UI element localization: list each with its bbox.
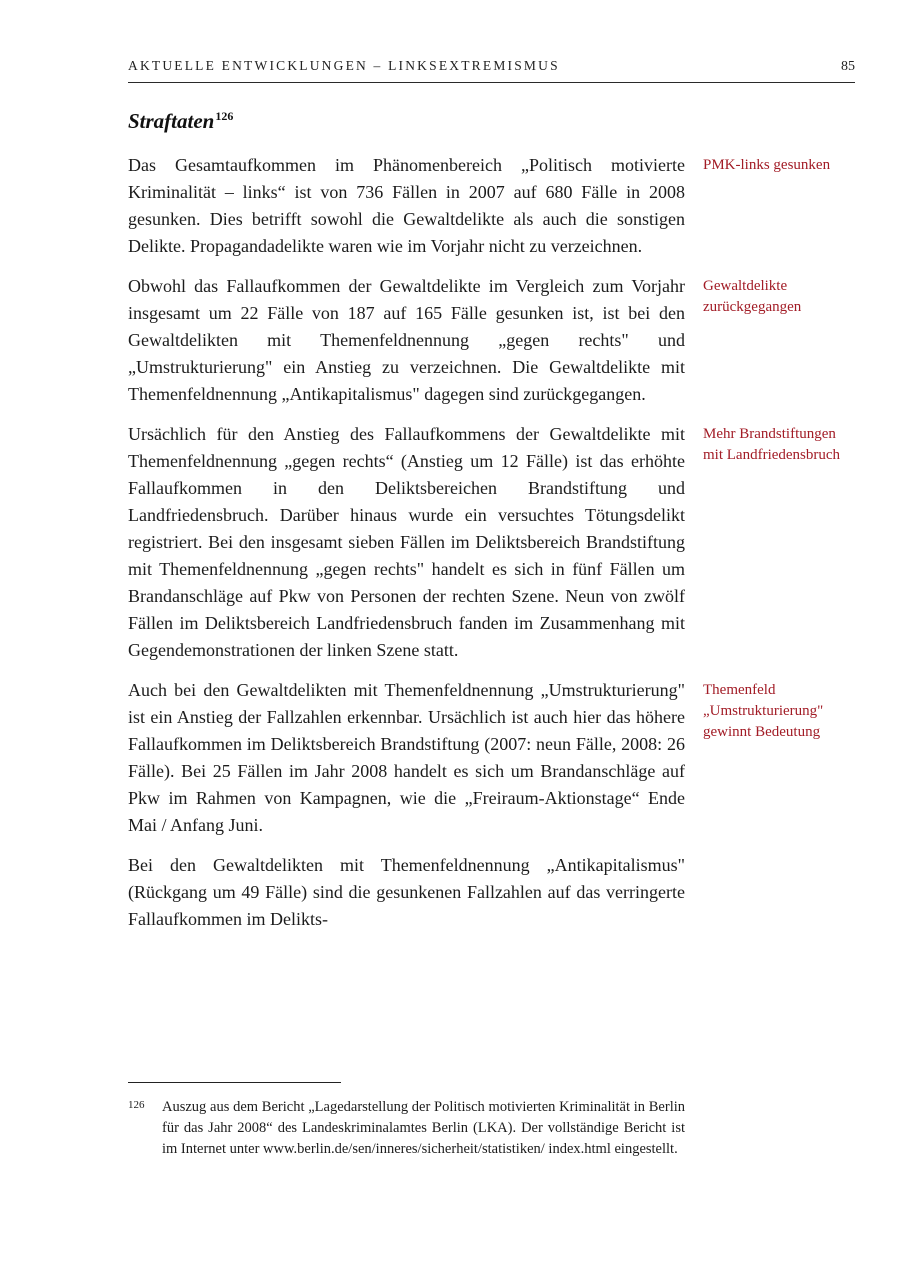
body-paragraph: Ursächlich für den Anstieg des Fallaufkommens der Gewaltdelikte mit Themenfeldnennung „gegen rechts“ (Anstieg um 12 Fälle) ist das erhöhte Fallaufkommen in den Deliktsbereichen Brandstiftung und Landfriedensbruch. Darüber hinaus wurde ein versuchtes Tötungsdelikt registriert. Bei den insgesamt sieben Fällen im Deliktsbereich Brandstiftung mit Themenfeldnennung „gegen rechts" handelt es sich in fünf Fällen um Brandanschläge auf Pkw von Personen der rechten Szene. Neun von zwölf Fällen im Deliktsbereich Landfriedensbruch fanden im Zusammenhang mit Gegendemonstrationen der linken Szene statt.	[128, 424, 685, 660]
paragraph-row	[128, 273, 855, 408]
paragraph-row	[128, 421, 855, 664]
body-paragraph: Das Gesamtaufkommen im Phänomenbereich „Politisch motivierte Kriminalität – links“ ist von 736 Fällen in 2007 auf 680 Fälle in 2008 gesunken. Dies betrifft sowohl die Gewaltdelikte als auch die sonstigen Delikte. Propagandadelikte waren wie im Vorjahr nicht zu verzeichnen.	[128, 155, 685, 256]
paragraph-row	[128, 852, 855, 933]
body-paragraph: Obwohl das Fallaufkommen der Gewaltdelikte im Vergleich zum Vorjahr insgesamt um 22 Fälle von 187 auf 165 Fälle gesunken ist, ist bei den Gewaltdelikten mit Themenfeldnennung „gegen rechts" und „Umstrukturierung" ein Anstieg zu verzeichnen. Die Gewaltdelikte mit Themenfeldnennung „Antikapitalismus" dagegen sind zurückgegangen.	[128, 276, 685, 404]
footnote-separator	[128, 1082, 341, 1083]
section-heading-text: Straftaten	[128, 109, 215, 133]
margin-note: PMK-links gesunken	[703, 157, 831, 173]
heading-footnote-ref: 126	[215, 109, 234, 123]
footnote	[128, 1097, 685, 1160]
margin-note: Themenfeld „Umstrukturierung" gewinnt Bedeutung	[703, 682, 824, 740]
page-number: 85	[841, 59, 855, 74]
margin-note: Mehr Brandstiftungen mit Landfriedensbruch	[703, 426, 841, 463]
paragraph-row	[128, 152, 855, 260]
footnote-area	[128, 1082, 685, 1160]
running-title: AKTUELLE ENTWICKLUNGEN – LINKSEXTREMISMUS	[128, 58, 560, 73]
margin-note: Gewaltdelikte zurückgegangen	[703, 278, 802, 315]
footnote-text: Auszug aus dem Bericht „Lagedarstellung der Politisch motivierten Kriminalität in Berlin für das Jahr 2008“ des Landeskriminalamtes Berlin (LKA). Der vollständige Bericht ist im Internet unter www.berlin.de/sen/inneres/sicherheit/statistiken/ index.html eingestellt.	[162, 1099, 685, 1157]
page-body	[128, 152, 855, 933]
margin-note	[703, 852, 855, 933]
page-header	[128, 58, 855, 83]
body-paragraph: Bei den Gewaltdelikten mit Themenfeldnennung „Antikapitalismus" (Rückgang um 49 Fälle) sind die gesunkenen Fallzahlen auf das verringerte Fallaufkommen im Delikts-	[128, 855, 685, 929]
section-heading	[128, 109, 855, 134]
footnote-number: 126	[128, 1099, 145, 1111]
paragraph-row	[128, 677, 855, 839]
body-paragraph: Auch bei den Gewaltdelikten mit Themenfeldnennung „Umstrukturierung" ist ein Anstieg der Fallzahlen erkennbar. Ursächlich ist auch hier das höhere Fallaufkommen im Deliktsbereich Brandstiftung (2007: neun Fälle, 2008: 26 Fälle). Bei 25 Fällen im Jahr 2008 handelt es sich um Brandanschläge auf Pkw im Rahmen von Kampagnen, wie die „Freiraum-Aktionstage“ Ende Mai / Anfang Juni.	[128, 680, 685, 835]
